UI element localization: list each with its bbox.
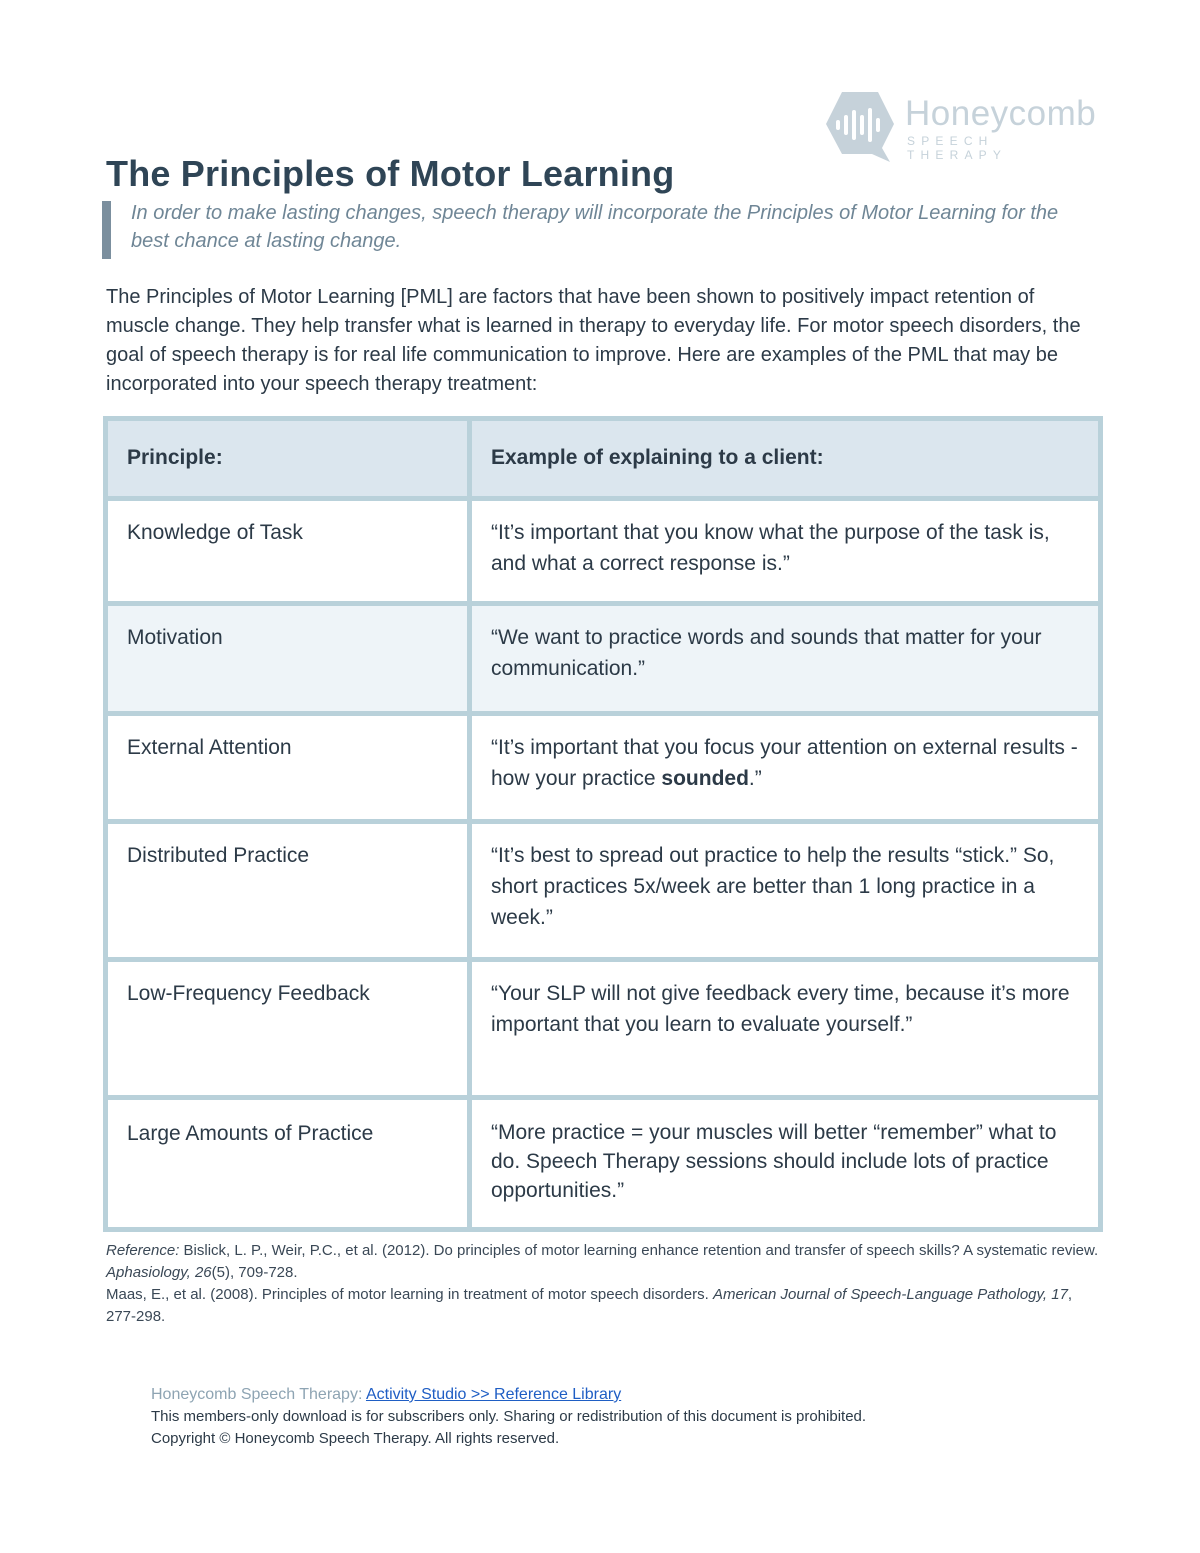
principle-cell: Low-Frequency Feedback: [106, 960, 470, 1098]
table-row: [106, 1098, 1101, 1230]
example-cell: “It’s important that you know what the purpose of the task is, and what a correct response is.”: [470, 499, 1101, 604]
principle-cell: Motivation: [106, 604, 470, 714]
example-text: “It’s important that you focus your attention on external results - how your practice: [491, 736, 1078, 790]
reference-label: Reference:: [106, 1242, 180, 1259]
reference-library-link[interactable]: Activity Studio >> Reference Library: [365, 1386, 622, 1403]
principle-cell: Distributed Practice: [106, 822, 470, 960]
column-header-example: Example of explaining to a client:: [470, 419, 1101, 499]
references: [106, 1240, 1101, 1328]
example-text-end: .”: [748, 767, 762, 790]
table-row: [106, 714, 1101, 822]
principle-cell: External Attention: [106, 714, 470, 822]
footer-brand: Honeycomb Speech Therapy:: [151, 1386, 366, 1403]
reference-2-text: Maas, E., et al. (2008). Principles of motor learning in treatment of motor speech disorders.: [106, 1286, 713, 1303]
table-row: [106, 822, 1101, 960]
table-row: [106, 499, 1101, 604]
example-cell: “More practice = your muscles will better “remember” what to do. Speech Therapy sessions should include lots of practice opportunities.”: [470, 1098, 1101, 1230]
reference-2-journal: American Journal of Speech-Language Pathology, 17: [712, 1286, 1068, 1303]
example-cell: “We want to practice words and sounds that matter for your communication.”: [470, 604, 1101, 714]
body-paragraph: The Principles of Motor Learning [PML] are factors that have been shown to positively impact retention of muscle change. They help transfer what is learned in therapy to everyday life. For motor speech disorders, the goal of speech therapy is for real life communication to improve. Here are examples of the PML that may be incorporated into your speech therapy treatment:: [106, 286, 1081, 395]
footer-source-line: [151, 1384, 1051, 1406]
callout-bar: [102, 201, 111, 259]
reference-1-pages: (5), 709-728.: [211, 1264, 298, 1281]
page-title: The Principles of Motor Learning: [106, 153, 675, 194]
column-header-principle: Principle:: [106, 419, 470, 499]
honeycomb-logo: [822, 90, 1102, 166]
logo-subtitle: SPEECH THERAPY: [907, 134, 1008, 162]
footer-notice: This members-only download is for subscribers only. Sharing or redistribution of this document is prohibited.: [151, 1408, 867, 1425]
footer-copyright: Copyright © Honeycomb Speech Therapy. All rights reserved.: [151, 1430, 560, 1447]
example-cell: “Your SLP will not give feedback every time, because it’s more important that you learn to evaluate yourself.”: [470, 960, 1101, 1098]
table-row: [106, 960, 1101, 1098]
principles-table: [103, 416, 1103, 1232]
intro-callout: [102, 199, 1092, 259]
reference-1-text: Bislick, L. P., Weir, P.C., et al. (2012). Do principles of motor learning enhance retention and transfer of speech skills? A systematic review.: [179, 1242, 1099, 1259]
principle-cell: Large Amounts of Practice: [106, 1098, 470, 1230]
example-emphasis: sounded: [661, 767, 749, 790]
table-row: [106, 604, 1101, 714]
footer: [151, 1384, 1051, 1450]
intro-text: In order to make lasting changes, speech therapy will incorporate the Principles of Motor Learning for the best chance at lasting change.: [131, 202, 1059, 252]
example-cell: “It’s best to spread out practice to help the results “stick.” So, short practices 5x/week are better than 1 long practice in a week.”: [470, 822, 1101, 960]
logo-name: Honeycomb: [905, 94, 1097, 133]
reference-2-pages: , 277-298.: [106, 1286, 1073, 1325]
reference-1-journal: Aphasiology, 26: [106, 1264, 212, 1281]
principle-cell: Knowledge of Task: [106, 499, 470, 604]
table-header-row: [106, 419, 1101, 499]
example-cell: [470, 714, 1101, 822]
hexagon-soundwave-icon: [822, 90, 898, 166]
